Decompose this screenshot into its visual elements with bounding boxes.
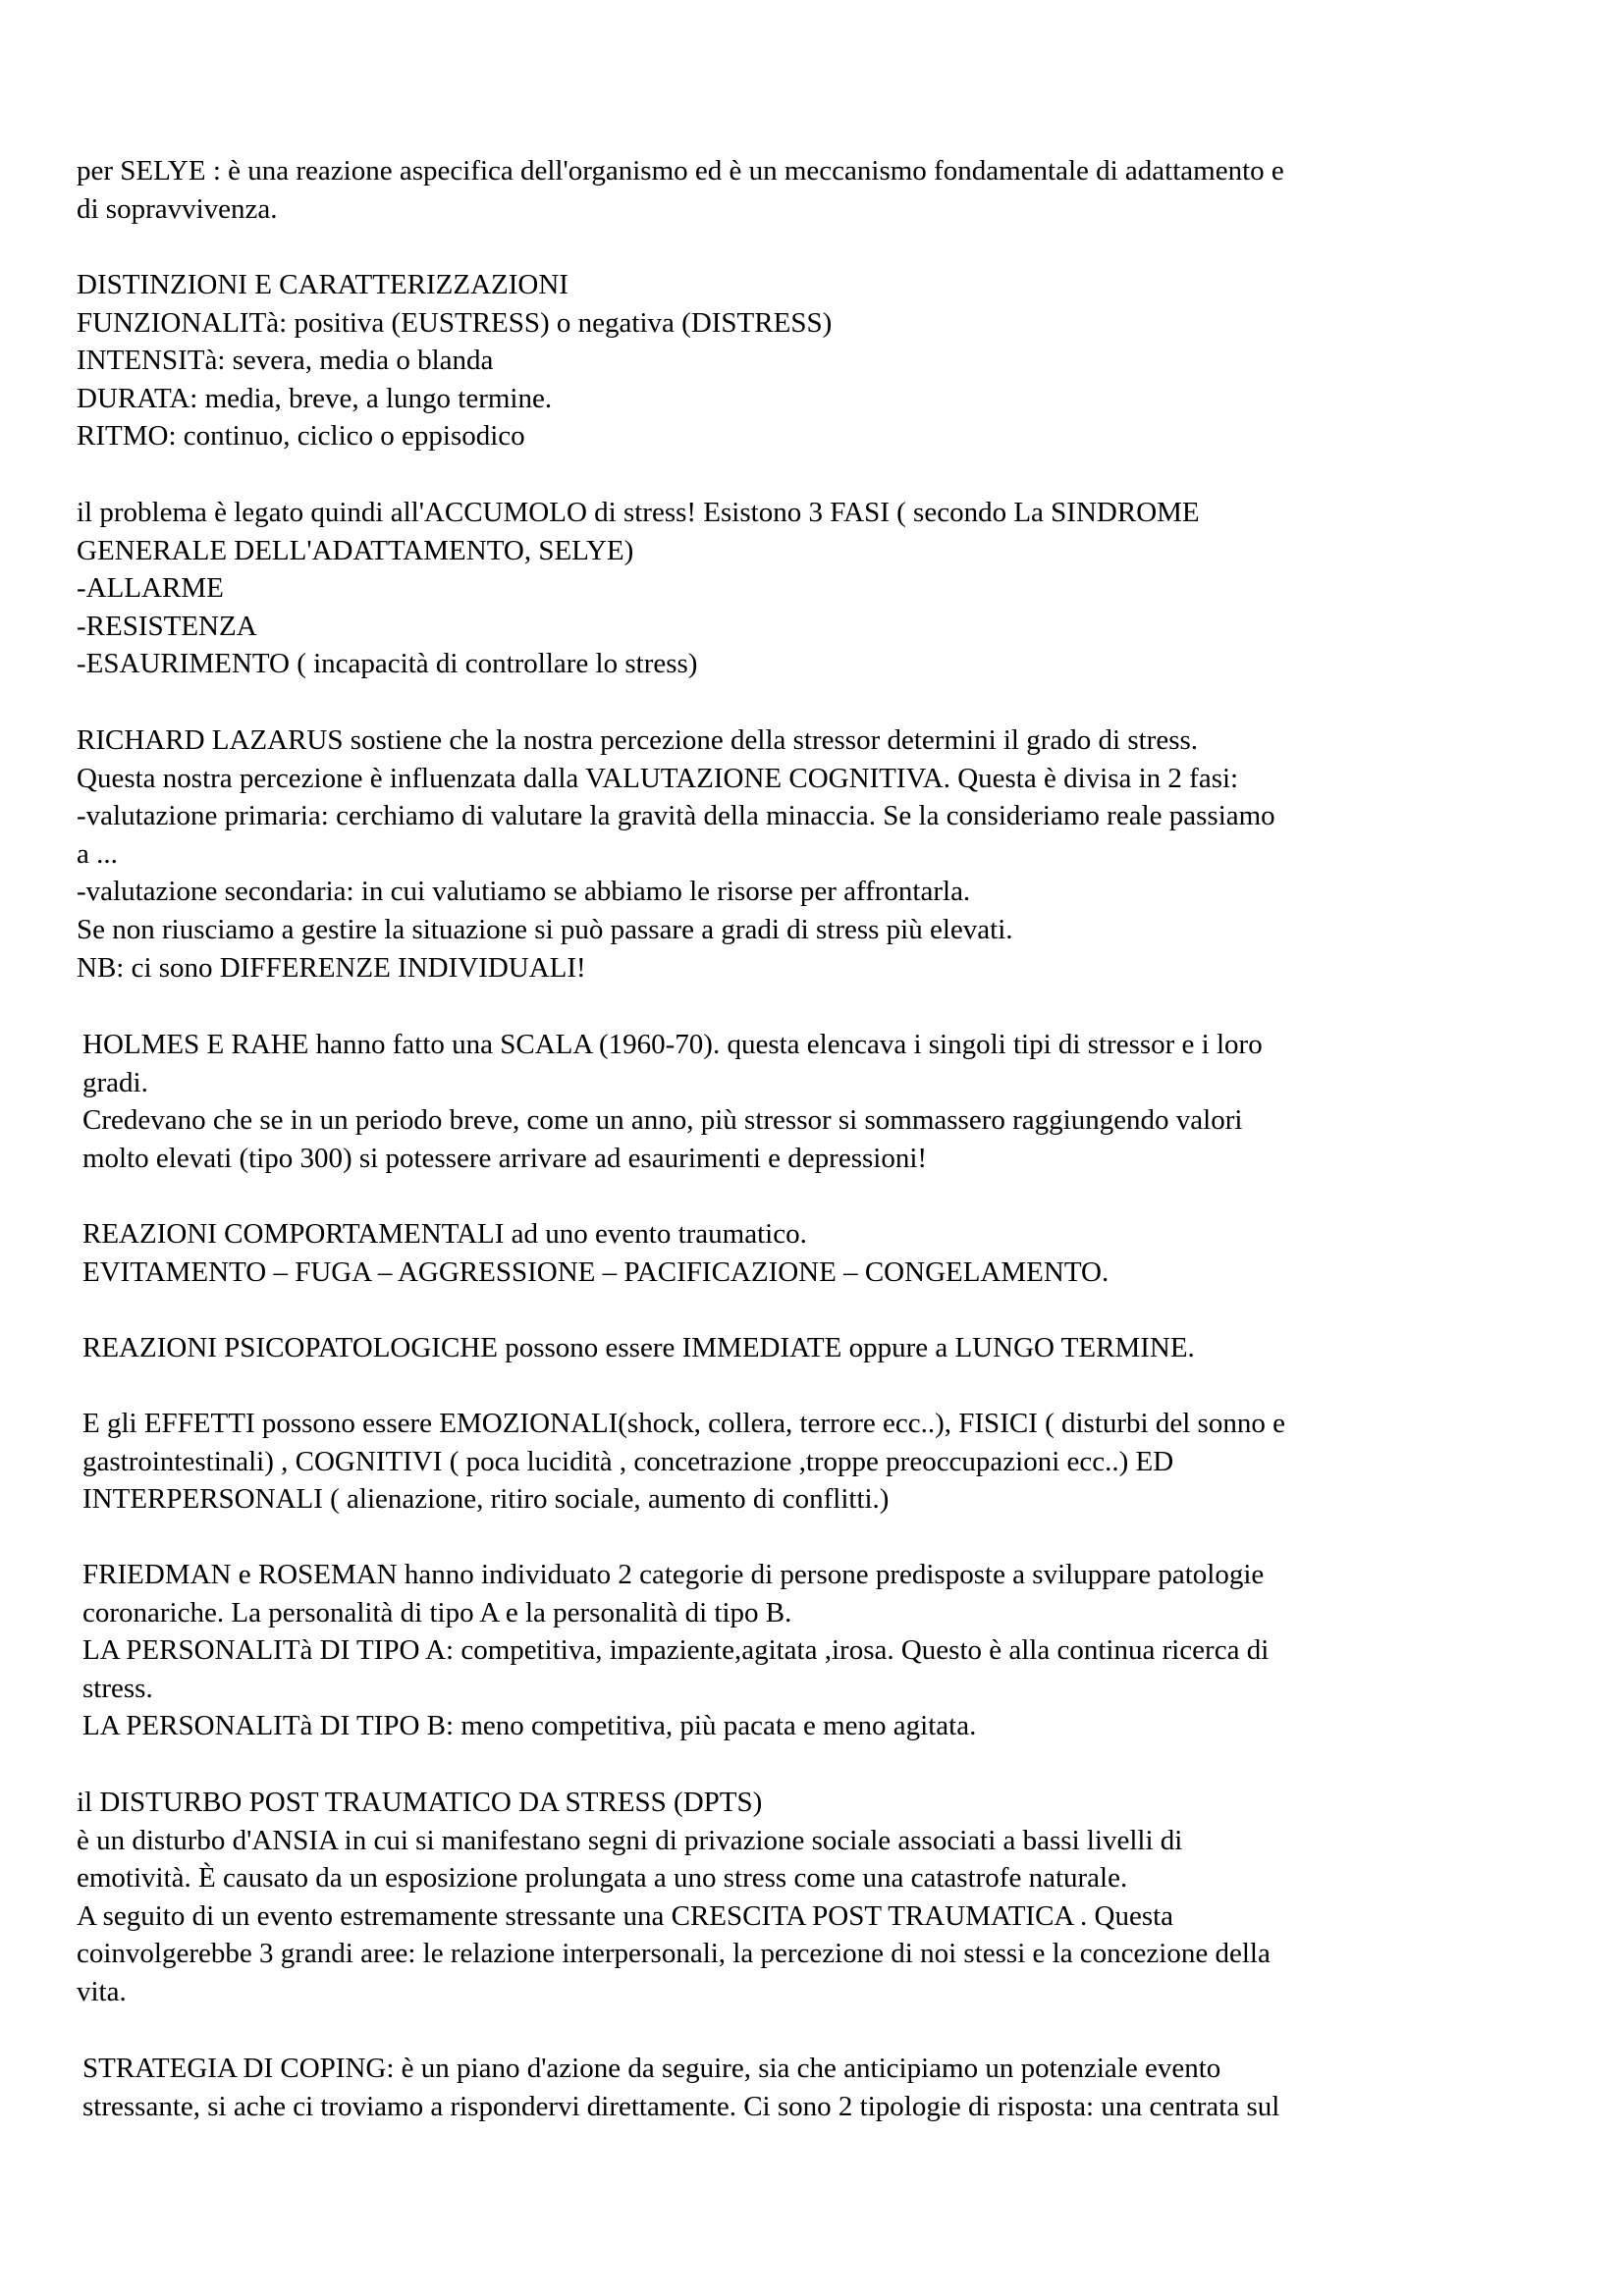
text-line: coinvolgerebbe 3 grandi aree: le relazione interpersonali, la percezione di noi stessi e la concezione della: [77, 1938, 1271, 1970]
paragraph-fasi: [77, 494, 1490, 683]
text-line: è un disturbo d'ANSIA in cui si manifestano segni di privazione sociale associati a bassi livelli di: [77, 1824, 1183, 1856]
text-line: -ALLARME: [77, 572, 224, 605]
text-line: REAZIONI COMPORTAMENTALI ad uno evento traumatico.: [82, 1218, 807, 1250]
text-line: FUNZIONALITà: positiva (EUSTRESS) o negativa (DISTRESS): [77, 306, 833, 339]
text-line: DURATA: media, breve, a lungo termine.: [77, 382, 553, 414]
text-line: emotività. È causato da un esposizione prolungata a uno stress come una catastrofe naturale.: [77, 1862, 1128, 1895]
text-line: NB: ci sono DIFFERENZE INDIVIDUALI!: [77, 951, 586, 984]
paragraph-selye: [77, 152, 1490, 228]
text-line: INTENSITà: severa, media o blanda: [77, 345, 494, 377]
text-line: -RESISTENZA: [77, 610, 257, 642]
text-line: stress.: [82, 1672, 153, 1704]
text-line: EVITAMENTO – FUGA – AGGRESSIONE – PACIFICAZIONE – CONGELAMENTO.: [82, 1255, 1109, 1288]
text-line: di sopravvivenza.: [77, 192, 278, 225]
paragraph-reazioni-psicopatologiche: [82, 1329, 1477, 1367]
text-line: gastrointestinali) , COGNITIVI ( poca lucidità , concetrazione ,troppe preoccupazioni ecc..) ED: [82, 1445, 1174, 1477]
text-line: HOLMES E RAHE hanno fatto una SCALA (1960-70). questa elencava i singoli tipi di stressor e i loro: [82, 1029, 1263, 1060]
text-line: -ESAURIMENTO ( incapacità di controllare lo stress): [77, 648, 698, 680]
paragraph-friedman-roseman: [82, 1556, 1477, 1745]
text-line: STRATEGIA DI COPING: è un piano d'azione da seguire, sia che anticipiamo un potenziale evento: [82, 2053, 1221, 2084]
text-line: RICHARD LAZARUS sostiene che la nostra percezione della stressor determini il grado di stress.: [77, 724, 1199, 756]
text-line: vita.: [77, 1975, 127, 2007]
paragraph-reazioni-comportamentali: [82, 1215, 1477, 1291]
text-line: FRIEDMAN e ROSEMAN hanno individuato 2 categorie di persone predisposte a sviluppare patologie: [82, 1559, 1265, 1590]
text-line: LA PERSONALITà DI TIPO B: meno competitiva, più pacata e meno agitata.: [82, 1710, 977, 1742]
text-line: LA PERSONALITà DI TIPO A: competitiva, impaziente,agitata ,irosa. Questo è alla continua ricerca di: [82, 1634, 1270, 1667]
text-line: -valutazione primaria: cerchiamo di valutare la gravità della minaccia. Se la consideriamo reale passiamo: [77, 800, 1275, 832]
paragraph-effetti: [82, 1405, 1477, 1519]
text-line: DISTINZIONI E CARATTERIZZAZIONI: [77, 269, 568, 300]
text-line: stressante, si ache ci troviamo a rispondervi direttamente. Ci sono 2 tipologie di risposta: una centrata sul: [82, 2090, 1280, 2122]
text-line: gradi.: [82, 1066, 148, 1098]
text-line: INTERPERSONALI ( alienazione, ritiro sociale, aumento di conflitti.): [82, 1483, 890, 1516]
text-line: Questa nostra percezione è influenzata dalla VALUTAZIONE COGNITIVA. Questa è divisa in 2 fasi:: [77, 762, 1239, 794]
paragraph-holmes-rahe: [82, 1026, 1477, 1177]
text-line: il problema è legato quindi all'ACCUMOLO di stress! Esistono 3 FASI ( secondo La SINDROME: [77, 497, 1200, 528]
text-line: A seguito di un evento estremamente stressante una CRESCITA POST TRAUMATICA . Questa: [77, 1899, 1174, 1932]
text-line: RITMO: continuo, ciclico o eppisodico: [77, 420, 525, 453]
text-line: il DISTURBO POST TRAUMATICO DA STRESS (DPTS): [77, 1787, 763, 1818]
paragraph-distinzioni: [77, 266, 1490, 455]
text-line: per SELYE : è una reazione aspecifica dell'organismo ed è un meccanismo fondamentale di adattamento e: [77, 155, 1284, 187]
paragraph-lazarus: [77, 721, 1490, 987]
text-line: E gli EFFETTI possono essere EMOZIONALI(shock, collera, terrore ecc..), FISICI ( disturbi del sonno e: [82, 1408, 1285, 1439]
text-line: a ...: [77, 837, 118, 870]
text-line: molto elevati (tipo 300) si potessere arrivare ad esaurimenti e depressioni!: [82, 1142, 928, 1174]
paragraph-strategia-coping: [82, 2050, 1477, 2125]
text-line: GENERALE DELL'ADATTAMENTO, SELYE): [77, 534, 634, 566]
text-line: REAZIONI PSICOPATOLOGICHE possono essere IMMEDIATE oppure a LUNGO TERMINE.: [82, 1332, 1195, 1363]
paragraph-dpts: [77, 1784, 1490, 2011]
text-line: Credevano che se in un periodo breve, come un anno, più stressor si sommassero raggiungendo valori: [82, 1104, 1243, 1137]
text-line: coronariche. La personalità di tipo A e la personalità di tipo B.: [82, 1596, 792, 1629]
text-line: -valutazione secondaria: in cui valutiamo se abbiamo le risorse per affrontarla.: [77, 876, 971, 908]
text-line: Se non riusciamo a gestire la situazione si può passare a gradi di stress più elevati.: [77, 913, 1013, 945]
